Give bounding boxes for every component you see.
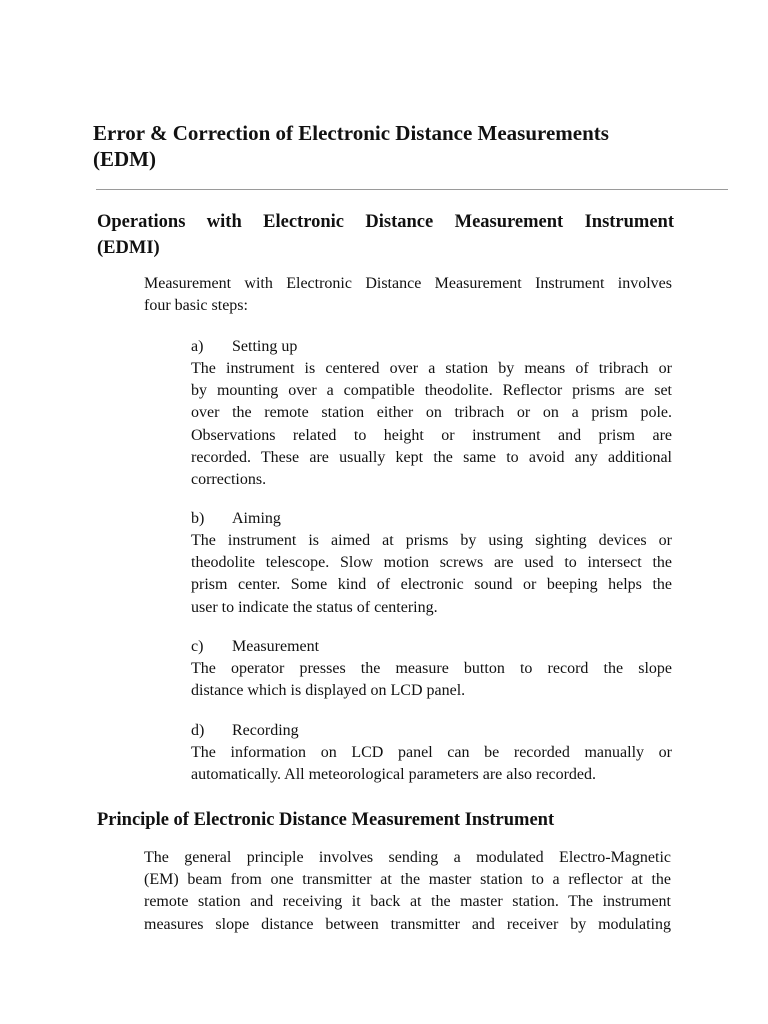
step-measurement [191, 636, 672, 702]
paragraph-line: theodolite telescope. Slow motion screws are used to intersect the [191, 554, 672, 572]
paragraph-line: The instrument is centered over a station by means of tribrach or [191, 360, 672, 377]
paragraph-line: The instrument is aimed at prisms by using sighting devices or [191, 532, 672, 549]
document-title [93, 120, 693, 172]
step-description [191, 658, 672, 702]
step-letter: b) [191, 510, 205, 527]
paragraph-line: The general principle involves sending a modulated Electro-Magnetic [144, 849, 671, 866]
paragraph-line: The information on LCD panel can be recorded manually or [191, 744, 672, 761]
step-letter: d) [191, 722, 205, 739]
step-letter: c) [191, 638, 204, 655]
principle-paragraph [144, 847, 671, 936]
paragraph-line: four basic steps: [144, 297, 248, 315]
step-description [191, 742, 672, 786]
paragraph-line: recorded. These are usually kept the same to avoid any additional [191, 448, 672, 466]
paragraph-line: corrections. [191, 471, 267, 489]
operations-intro-paragraph [144, 273, 672, 317]
document-title-line-1: Error & Correction of Electronic Distance Measurements [93, 121, 609, 145]
step-name: Aiming [232, 510, 281, 527]
step-description [191, 358, 672, 491]
step-label [191, 336, 672, 358]
paragraph-line: Observations related to height or instrument and prism are [191, 426, 672, 444]
paragraph-line: distance which is displayed on LCD panel. [191, 682, 466, 700]
step-label [191, 508, 672, 530]
paragraph-line: Measurement with Electronic Distance Measurement Instrument involves [144, 275, 672, 292]
principle-heading: Principle of Electronic Distance Measurement Instrument [97, 810, 555, 830]
operations-heading [97, 209, 674, 261]
step-description [191, 530, 672, 619]
paragraph-line: measures slope distance between transmitter and receiver by modulating [144, 915, 671, 933]
paragraph-line: over the remote station either on tribrach or on a prism pole. [191, 404, 672, 422]
step-aiming [191, 508, 672, 619]
step-recording [191, 720, 672, 786]
paragraph-line: user to indicate the status of centering. [191, 598, 438, 616]
paragraph-line: remote station and receiving it back at the master station. The instrument [144, 893, 671, 911]
paragraph-line: prism center. Some kind of electronic sound or beeping helps the [191, 576, 672, 594]
step-setting-up [191, 336, 672, 491]
step-name: Measurement [232, 638, 320, 655]
step-name: Setting up [232, 338, 298, 355]
title-divider [96, 189, 728, 190]
paragraph-line: by mounting over a compatible theodolite. Reflector prisms are set [191, 382, 672, 400]
paragraph-line: (EM) beam from one transmitter at the master station to a reflector at the [144, 871, 671, 889]
operations-heading-line-2: (EDMI) [97, 238, 160, 258]
document-title-line-2: (EDM) [93, 147, 156, 171]
operations-heading-line-1: Operations with Electronic Distance Measurement Instrument [97, 212, 674, 232]
paragraph-line: The operator presses the measure button to record the slope [191, 660, 672, 677]
step-label [191, 720, 672, 742]
step-letter: a) [191, 338, 204, 355]
step-name: Recording [232, 722, 299, 739]
step-label [191, 636, 672, 658]
paragraph-line: automatically. All meteorological parameters are also recorded. [191, 766, 597, 784]
